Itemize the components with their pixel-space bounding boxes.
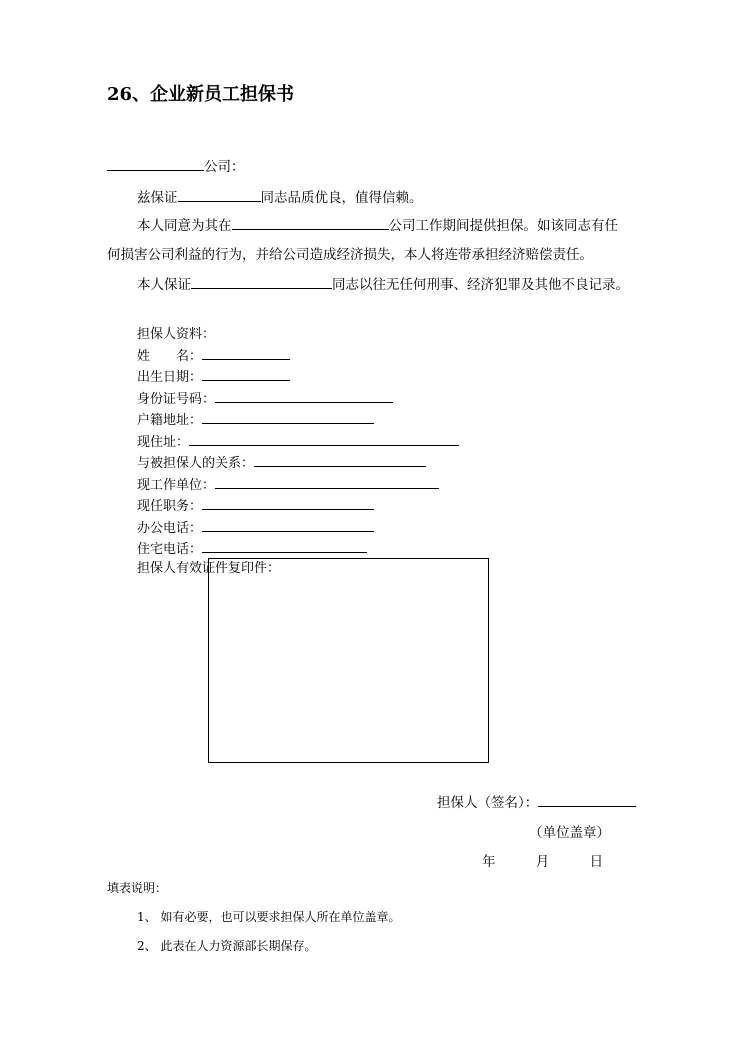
field-office-phone: 办公电话： xyxy=(137,517,459,539)
guarantor-info-section xyxy=(137,326,459,578)
company-line xyxy=(107,155,245,175)
field-relationship-input[interactable] xyxy=(254,452,426,467)
field-id-number-input[interactable] xyxy=(215,388,393,403)
paragraph-employee-quality xyxy=(137,186,423,206)
signature-blank[interactable] xyxy=(538,792,636,807)
field-home-phone: 住宅电话： xyxy=(137,538,459,560)
date-line xyxy=(482,850,603,870)
para1-suffix: 同志品质优良，值得信赖。 xyxy=(260,190,423,206)
unit-stamp: （单位盖章） xyxy=(529,825,610,841)
id-copy-label: 担保人有效证件复印件： xyxy=(137,560,281,576)
field-household-address-input[interactable] xyxy=(202,409,374,424)
field-position: 现任职务： xyxy=(137,495,459,517)
para3-suffix: 同志以往无任何刑事、经济犯罪及其他不良记录。 xyxy=(332,277,629,293)
employee-name-blank-2[interactable] xyxy=(191,274,332,289)
company-suffix: 公司： xyxy=(204,159,245,175)
field-household-address: 户籍地址： xyxy=(137,409,459,431)
field-birthdate-input[interactable] xyxy=(202,366,290,381)
para3-prefix: 本人保证 xyxy=(137,277,191,293)
paragraph-guarantee-line1 xyxy=(137,214,618,234)
id-copy-box[interactable] xyxy=(208,558,489,763)
field-position-input[interactable] xyxy=(202,495,374,510)
field-birthdate: 出生日期： xyxy=(137,366,459,388)
field-relationship: 与被担保人的关系： xyxy=(137,452,459,474)
field-current-address: 现住址： xyxy=(137,431,459,453)
field-employer-input[interactable] xyxy=(215,474,439,489)
para2-prefix: 本人同意为其在 xyxy=(137,218,232,234)
field-employer: 现工作单位： xyxy=(137,474,459,496)
date-month: 月 xyxy=(535,854,550,870)
paragraph-record xyxy=(137,273,629,293)
para1-prefix: 兹保证 xyxy=(137,190,178,206)
signature-line xyxy=(437,791,636,811)
field-office-phone-input[interactable] xyxy=(202,517,374,532)
company-name-blank[interactable] xyxy=(107,156,204,171)
field-name-input[interactable] xyxy=(202,345,290,360)
field-name: 姓 名： xyxy=(137,345,459,367)
field-id-number: 身份证号码： xyxy=(137,388,459,410)
field-current-address-input[interactable] xyxy=(189,431,459,446)
guarantor-info-heading: 担保人资料： xyxy=(137,327,216,342)
signature-label: 担保人（签名）： xyxy=(437,795,539,811)
date-day: 日 xyxy=(589,854,604,870)
note-item-2: 2、 此表在人力资源部长期保存。 xyxy=(137,939,317,953)
document-title: 26、企业新员工担保书 xyxy=(107,84,295,105)
para2-suffix: 公司工作期间提供担保。如该同志有任 xyxy=(388,218,618,234)
field-home-phone-input[interactable] xyxy=(202,538,367,553)
paragraph-guarantee-line2: 何损害公司利益的行为，并给公司造成经济损失，本人将连带承担经济赔偿责任。 xyxy=(107,247,593,263)
notes-heading: 填表说明： xyxy=(107,881,168,895)
note-item-1: 1、 如有必要，也可以要求担保人所在单位盖章。 xyxy=(137,910,401,924)
employee-name-blank[interactable] xyxy=(178,187,261,202)
company-blank-2[interactable] xyxy=(232,215,389,230)
date-year: 年 xyxy=(482,854,496,870)
